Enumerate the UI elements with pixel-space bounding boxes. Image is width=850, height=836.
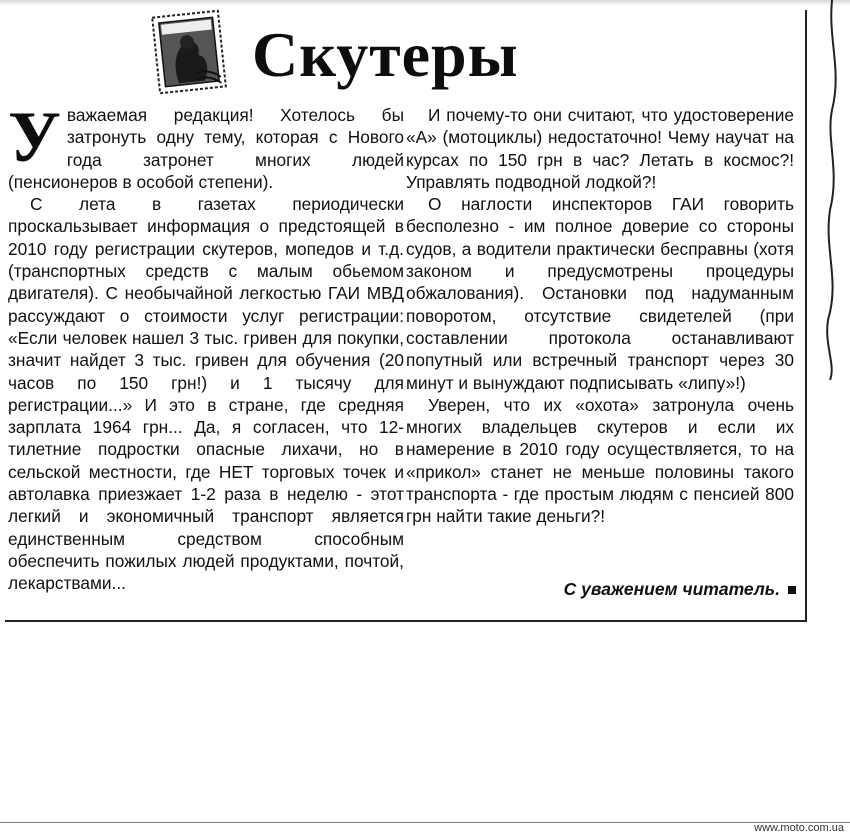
article-right-column: [406, 104, 794, 528]
article-left-column: [8, 97, 404, 595]
paragraph: важаемая редакция! Хотелось бы затронуть одну тему, которая с Нового года затронет многих людей (пенсионеров в особой степени).: [8, 105, 404, 192]
watermark: www.moto.com.ua: [754, 822, 844, 834]
drop-cap: У: [8, 97, 61, 177]
end-mark-icon: [788, 586, 796, 594]
postage-stamp-icon: [150, 9, 228, 96]
paragraph: Уверен, что их «охота» затронула очень многих владельцев скутеров и если их намерение в 2010 году осуществляется, то на «прикол» станет не меньше половины такого транспорта - где простым людям с пенсией 800 грн найти такие деньги?!: [406, 394, 794, 527]
paragraph: С лета в газетах периодически проскальзывает информация о предстоящей в 2010 году регистрации скутеров, мопедов и т.д. (транспортных средств с малым обьемом двигателя). С необычайной легкостью ГАИ МВД рассуждают о стоимости услуг регистрации: «Если человек нашел 3 тыс. гривен для покупки, значит найдет 3 тыс. гривен для обучения (20 часов по 150 грн!) и 1 тысячу для регистрации...» И это в стране, где средняя зарплата 1964 грн... Да, я согласен, что 12-тилетние подростки опасные лихачи, но в сельской местности, где НЕТ торговых точек и автолавка приезжает 1-2 раза в неделю - этот легкий и экономичный транспорт является единственным средством способным обеспечить пожилых людей продуктами, почтой, лекарствами...: [8, 194, 404, 594]
signature: [520, 578, 796, 600]
signature-text: С уважением читатель.: [563, 579, 780, 599]
page-fold-line: [818, 0, 848, 380]
paragraph: О наглости инспекторов ГАИ говорить бесполезно - им полное доверие со стороны судов, а водители практически бесправны (хотя законом и предусмотрены процедуры обжалования). Остановки под надуманным поворотом, отсутствие свидетелей (при составлении протокола останавливают попутный или встречный транспорт через 30 минут и вынуждают подписывать «липу»!): [406, 194, 794, 393]
page-bottom-rule: [0, 822, 850, 823]
paragraph: И почему-то они считают, что удостоверение «А» (мотоциклы) недостаточно! Чему научат на курсах по 150 грн в час? Летать в космос?! Управлять подводной лодкой?!: [406, 105, 794, 192]
article-title: Скутеры: [252, 19, 519, 90]
scan-edge: [0, 0, 850, 6]
